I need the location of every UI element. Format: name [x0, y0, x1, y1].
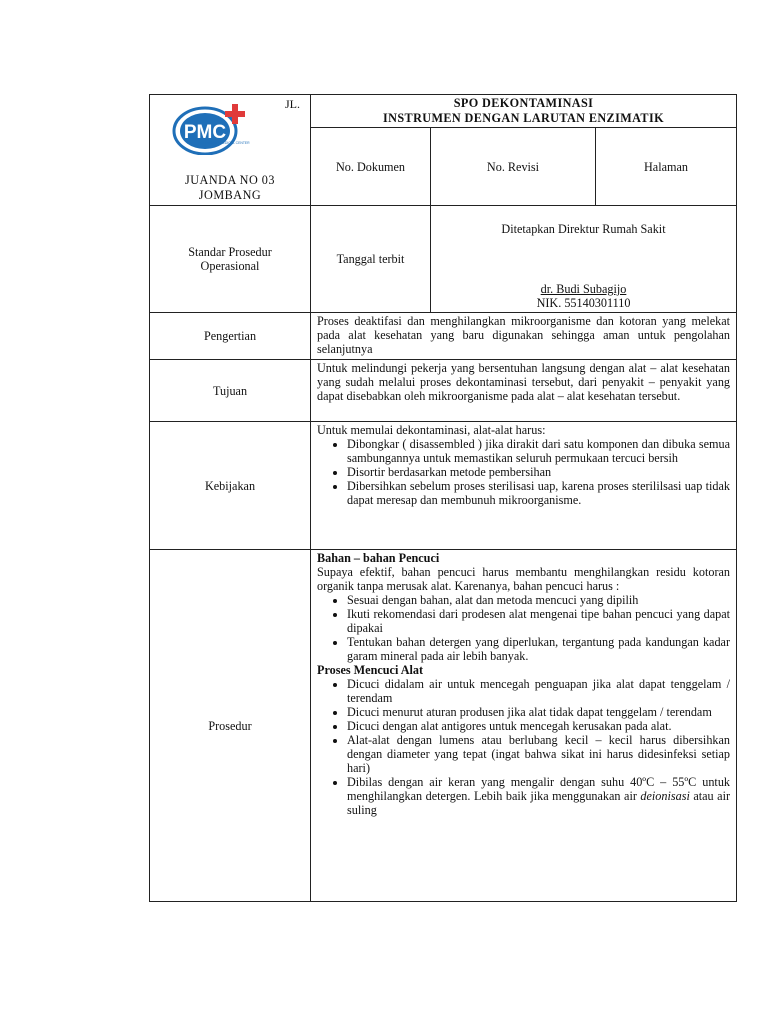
- approval-cell: [431, 206, 737, 313]
- tanggal-terbit-cell: Tanggal terbit: [311, 206, 431, 313]
- approver-block: [431, 282, 736, 310]
- spo-label-cell: Standar Prosedur Operasional: [150, 206, 311, 313]
- approver-nik: NIK. 55140301110: [536, 296, 631, 310]
- rinse-text: Dibilas dengan air keran yang mengalir dengan suhu 40ºC – 55ºC untuk menghilangkan detergen. Lebih baik jika menggunakan air: [347, 775, 731, 803]
- list-item: • Ikuti rekomendasi dari prodesen alat mengenai tipe bahan pencuci yang dapat dipakai: [347, 607, 730, 635]
- hospital-address: [150, 173, 310, 203]
- tujuan-text: Untuk melindungi pekerja yang bersentuhan langsung dengan alat – alat kesehatan yang sudah melalui proses dekontaminasi tersebut, dari penyakit – penyakit yang dapat disebabkan oleh mikroorganisme pada alat – alat kesehatan tersebut.: [311, 360, 737, 422]
- title-line-1: SPO DEKONTAMINASI: [453, 96, 594, 110]
- list-item: • Dicuci didalam air untuk mencegah penguapan jika alat dapat tenggelam / terendam: [347, 677, 730, 705]
- address-prefix: JL.: [285, 97, 300, 111]
- list-item: • Sesuai dengan bahan, alat dan metoda mencuci yang dipilih: [347, 593, 730, 607]
- list-item: • Dicuci menurut aturan produsen jika alat tidak dapat tenggelam / terendam: [347, 705, 730, 719]
- list-item: • Disortir berdasarkan metode pembersihan: [347, 465, 730, 479]
- list-item: • Tentukan bahan detergen yang diperlukan, tergantung pada kandungan kadar garam mineral pada air lebih banyak.: [347, 635, 730, 663]
- list-item: • Dicuci dengan alat antigores untuk mencegah kerusakan pada alat.: [347, 719, 730, 733]
- document-title: [311, 95, 737, 128]
- tujuan-label: Tujuan: [150, 360, 311, 422]
- address-line-2: JOMBANG: [198, 188, 262, 202]
- deionisasi-term: deionisasi: [640, 789, 690, 803]
- list-item: • Alat-alat dengan lumens atau berlubang kecil – kecil harus dibersihkan dengan diameter yang tepat (ingat bahwa sikat ini harus didesinfeksi setiap hari): [347, 733, 730, 775]
- no-revisi-cell: No. Revisi: [431, 128, 596, 206]
- halaman-cell: Halaman: [596, 128, 737, 206]
- pmc-logo: [172, 101, 254, 155]
- section-heading-mencuci: Proses Mencuci Alat: [317, 663, 424, 677]
- list-item: • Dibersihkan sebelum proses sterilisasi uap, karena proses sterililsasi uap tidak dapat meresap dan membunuh mikroorganisme.: [347, 479, 730, 507]
- approval-statement: Ditetapkan Direktur Rumah Sakit: [501, 222, 666, 236]
- pengertian-text: Proses deaktifasi dan menghilangkan mikroorganisme dan kotoran yang melekat pada alat kesehatan yang baru digunakan sehingga aman untuk pengolahan selanjutnya: [311, 313, 737, 360]
- logo-subtext: PELENGKAP MEDICAL CENTER: [198, 141, 250, 145]
- bahan-paragraph: Supaya efektif, bahan pencuci harus membantu menghilangkan residu kotoran organik tanpa merusak alat. Karenanya, bahan pencuci harus :: [317, 565, 731, 593]
- list-item: • Dibongkar ( disassembled ) jika dirakit dari satu komponen dan dibuka semua sambungannya untuk memastikan seluruh permukaan tercuci bersih: [347, 437, 730, 465]
- no-dokumen-cell: No. Dokumen: [311, 128, 431, 206]
- spo-document-table: [149, 94, 737, 902]
- pengertian-label: Pengertian: [150, 313, 311, 360]
- rinse-text-end: atau air suling: [347, 789, 731, 817]
- kebijakan-intro: Untuk memulai dekontaminasi, alat-alat harus:: [317, 423, 546, 437]
- prosedur-label: Prosedur: [150, 550, 311, 902]
- hospital-identity-cell: [150, 95, 311, 206]
- kebijakan-list: [317, 437, 730, 507]
- title-line-2: INSTRUMEN DENGAN LARUTAN ENZIMATIK: [383, 111, 664, 125]
- bahan-list: [317, 593, 730, 663]
- approver-name: dr. Budi Subagijo: [540, 282, 627, 296]
- section-heading-bahan: Bahan – bahan Pencuci: [317, 551, 440, 565]
- list-item: [347, 775, 730, 817]
- address-line-1: JUANDA NO 03: [185, 173, 275, 187]
- prosedur-content: [311, 550, 737, 902]
- logo-text: PMC: [183, 122, 227, 143]
- mencuci-list: [317, 677, 730, 817]
- kebijakan-content: [311, 422, 737, 550]
- kebijakan-label: Kebijakan: [150, 422, 311, 550]
